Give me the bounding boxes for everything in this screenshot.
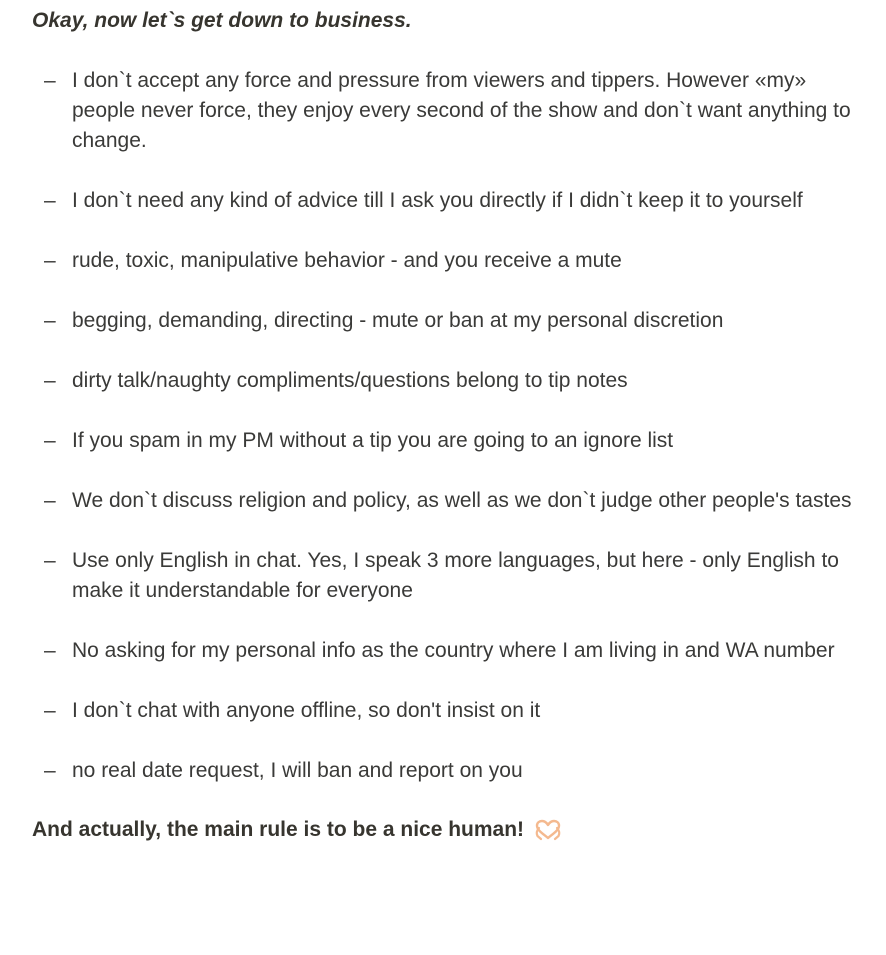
- rule-text: rude, toxic, manipulative behavior - and you receive a mute: [72, 249, 622, 272]
- list-item: [32, 486, 862, 516]
- list-item: [32, 426, 862, 456]
- intro-heading: Okay, now let`s get down to business.: [32, 9, 412, 32]
- rule-text: Use only English in chat. Yes, I speak 3 more languages, but here - only English to make it understandable for everyone: [72, 549, 839, 602]
- rule-text: no real date request, I will ban and report on you: [72, 759, 523, 782]
- list-item: [32, 696, 862, 726]
- dash-bullet: –: [44, 69, 56, 92]
- rule-text: I don`t accept any force and pressure from viewers and tippers. However «my» people never force, they enjoy every second of the show and don`t want anything to change.: [72, 69, 851, 152]
- list-item: [32, 186, 862, 216]
- dash-bullet: –: [44, 699, 56, 722]
- list-item: [32, 306, 862, 336]
- dash-bullet: –: [44, 249, 56, 272]
- list-item: [32, 366, 862, 396]
- rule-text: dirty talk/naughty compliments/questions belong to tip notes: [72, 369, 628, 392]
- list-item: [32, 546, 862, 606]
- list-item: [32, 756, 862, 786]
- rule-text: I don`t need any kind of advice till I ask you directly if I didn`t keep it to yourself: [72, 189, 803, 212]
- dash-bullet: –: [44, 639, 56, 662]
- rules-document: [32, 6, 862, 845]
- list-item: [32, 246, 862, 276]
- closing-text: And actually, the main rule is to be a nice human!: [32, 818, 525, 841]
- rule-text: No asking for my personal info as the country where I am living in and WA number: [72, 639, 835, 662]
- dash-bullet: –: [44, 189, 56, 212]
- rules-list: [32, 66, 862, 786]
- list-item: [32, 66, 862, 156]
- dash-bullet: –: [44, 429, 56, 452]
- dash-bullet: –: [44, 489, 56, 512]
- dash-bullet: –: [44, 309, 56, 332]
- rule-text: I don`t chat with anyone offline, so don't insist on it: [72, 699, 541, 722]
- rule-text: begging, demanding, directing - mute or ban at my personal discretion: [72, 309, 724, 332]
- rule-text: If you spam in my PM without a tip you are going to an ignore list: [72, 429, 674, 452]
- heart-hands-icon: [534, 819, 562, 841]
- dash-bullet: –: [44, 759, 56, 782]
- list-item: [32, 636, 862, 666]
- rule-text: We don`t discuss religion and policy, as well as we don`t judge other people's tastes: [72, 489, 852, 512]
- dash-bullet: –: [44, 369, 56, 392]
- closing-statement: [32, 815, 862, 845]
- dash-bullet: –: [44, 549, 56, 572]
